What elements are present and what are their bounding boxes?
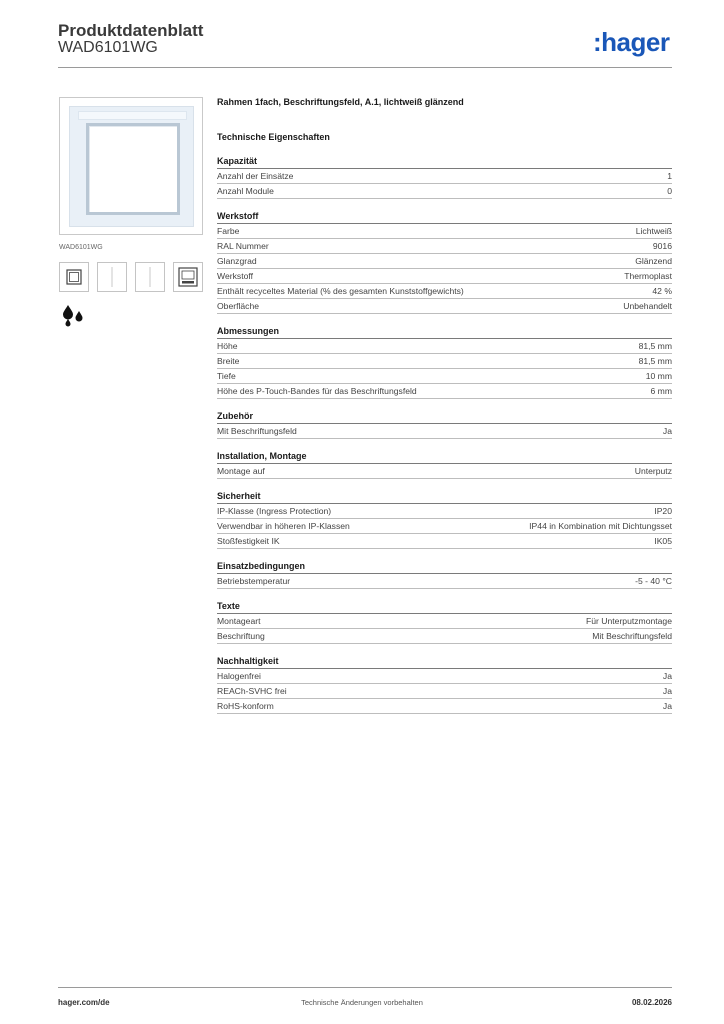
spec-value: Unterputz bbox=[634, 466, 672, 476]
spec-row bbox=[217, 519, 672, 534]
spec-row bbox=[217, 269, 672, 284]
spec-row bbox=[217, 629, 672, 644]
spec-row bbox=[217, 339, 672, 354]
spec-value: 6 mm bbox=[650, 386, 672, 396]
footer-disclaimer: Technische Änderungen vorbehalten bbox=[301, 998, 423, 1007]
spec-section bbox=[217, 449, 672, 479]
vertical-line-icon bbox=[97, 262, 127, 292]
section-heading: Sicherheit bbox=[217, 489, 672, 504]
section-heading: Zubehör bbox=[217, 409, 672, 424]
spec-value: Unbehandelt bbox=[623, 301, 672, 311]
spec-label: Werkstoff bbox=[217, 271, 253, 281]
section-heading: Abmessungen bbox=[217, 324, 672, 339]
spec-label: Mit Beschriftungsfeld bbox=[217, 426, 297, 436]
spec-label: Anzahl Module bbox=[217, 186, 274, 196]
spec-value: Ja bbox=[662, 426, 672, 436]
spec-label: Montageart bbox=[217, 616, 261, 626]
frame-1gang-icon bbox=[59, 262, 89, 292]
spec-label: Tiefe bbox=[217, 371, 236, 381]
spec-sections bbox=[217, 154, 672, 714]
spec-section bbox=[217, 409, 672, 439]
spec-label: Beschriftung bbox=[217, 631, 265, 641]
spec-row bbox=[217, 684, 672, 699]
spec-row bbox=[217, 299, 672, 314]
spec-row bbox=[217, 424, 672, 439]
hager-logo bbox=[593, 28, 669, 56]
spec-value: Lichtweiß bbox=[635, 226, 672, 236]
spec-row bbox=[217, 254, 672, 269]
section-heading: Werkstoff bbox=[217, 209, 672, 224]
spec-section bbox=[217, 324, 672, 399]
spec-content bbox=[217, 95, 672, 714]
spec-label: Halogenfrei bbox=[217, 671, 261, 681]
section-heading: Texte bbox=[217, 599, 672, 614]
spec-value: 1 bbox=[667, 171, 672, 181]
section-heading: Installation, Montage bbox=[217, 449, 672, 464]
spec-label: Glanzgrad bbox=[217, 256, 257, 266]
label-field-frame-icon bbox=[173, 262, 203, 292]
section-heading: Einsatzbedingungen bbox=[217, 559, 672, 574]
footer-divider bbox=[58, 987, 672, 988]
spec-label: Breite bbox=[217, 356, 240, 366]
section-heading: Kapazität bbox=[217, 154, 672, 169]
spec-value: 42 % bbox=[652, 286, 672, 296]
spec-row bbox=[217, 284, 672, 299]
spec-value: Ja bbox=[662, 701, 672, 711]
vertical-line-icon bbox=[135, 262, 165, 292]
spec-row bbox=[217, 239, 672, 254]
spec-value: IK05 bbox=[654, 536, 672, 546]
product-title: Rahmen 1fach, Beschriftungsfeld, A.1, lichtweiß glänzend bbox=[217, 97, 464, 107]
spec-label: Höhe des P-Touch-Bandes für das Beschriftungsfeld bbox=[217, 386, 417, 396]
spec-row bbox=[217, 504, 672, 519]
page-title: Produktdatenblatt bbox=[58, 21, 204, 40]
spec-row bbox=[217, 369, 672, 384]
frame-opening bbox=[86, 123, 180, 215]
spec-value: 10 mm bbox=[645, 371, 672, 381]
spec-value: IP20 bbox=[654, 506, 672, 516]
product-image bbox=[59, 97, 203, 235]
spec-section bbox=[217, 599, 672, 644]
spec-value: 0 bbox=[667, 186, 672, 196]
spec-section bbox=[217, 559, 672, 589]
spec-value: -5 - 40 °C bbox=[635, 576, 672, 586]
logo-dots: : bbox=[593, 27, 602, 57]
spec-label: RoHS-konform bbox=[217, 701, 274, 711]
spec-value: Thermoplast bbox=[624, 271, 672, 281]
spec-value: Glänzend bbox=[635, 256, 672, 266]
spec-label: REACh-SVHC frei bbox=[217, 686, 287, 696]
spec-row bbox=[217, 184, 672, 199]
spec-label: IP-Klasse (Ingress Protection) bbox=[217, 506, 332, 516]
spec-value: Für Unterputzmontage bbox=[586, 616, 672, 626]
spec-value: 81,5 mm bbox=[638, 356, 672, 366]
spec-section bbox=[217, 654, 672, 714]
label-field-strip bbox=[78, 111, 187, 120]
spec-row bbox=[217, 384, 672, 399]
spec-row bbox=[217, 614, 672, 629]
spec-label: RAL Nummer bbox=[217, 241, 269, 251]
spec-row bbox=[217, 574, 672, 589]
spec-label: Höhe bbox=[217, 341, 238, 351]
spec-label: Farbe bbox=[217, 226, 240, 236]
spec-label: Enthält recyceltes Material (% des gesamten Kunststoffgewichts) bbox=[217, 286, 464, 296]
spec-row bbox=[217, 534, 672, 549]
frame-illustration bbox=[69, 106, 194, 227]
footer-date: 08.02.2026 bbox=[631, 998, 672, 1007]
spec-row bbox=[217, 354, 672, 369]
product-code: WAD6101WG bbox=[58, 39, 158, 56]
spec-section bbox=[217, 209, 672, 314]
image-caption: WAD6101WG bbox=[59, 244, 103, 251]
spec-row bbox=[217, 464, 672, 479]
spec-row bbox=[217, 224, 672, 239]
spec-row bbox=[217, 669, 672, 684]
spec-section bbox=[217, 154, 672, 199]
spec-value: Ja bbox=[662, 671, 672, 681]
spec-value: IP44 in Kombination mit Dichtungsset bbox=[529, 521, 672, 531]
water-drops-icon bbox=[59, 302, 87, 330]
spec-value: 9016 bbox=[652, 241, 672, 251]
spec-label: Verwendbar in höheren IP-Klassen bbox=[217, 521, 350, 531]
spec-label: Stoßfestigkeit IK bbox=[217, 536, 280, 546]
spec-row bbox=[217, 699, 672, 714]
spec-value: 81,5 mm bbox=[638, 341, 672, 351]
spec-label: Betriebstemperatur bbox=[217, 576, 291, 586]
spec-label: Oberfläche bbox=[217, 301, 260, 311]
spec-label: Montage auf bbox=[217, 466, 265, 476]
logo-text: hager bbox=[601, 27, 670, 57]
spec-section bbox=[217, 489, 672, 549]
spec-row bbox=[217, 169, 672, 184]
footer-website: hager.com/de bbox=[58, 998, 110, 1007]
section-heading: Nachhaltigkeit bbox=[217, 654, 672, 669]
spec-label: Anzahl der Einsätze bbox=[217, 171, 294, 181]
spec-value: Mit Beschriftungsfeld bbox=[592, 631, 672, 641]
spec-heading: Technische Eigenschaften bbox=[217, 132, 330, 142]
header-divider bbox=[58, 67, 672, 68]
spec-value: Ja bbox=[662, 686, 672, 696]
